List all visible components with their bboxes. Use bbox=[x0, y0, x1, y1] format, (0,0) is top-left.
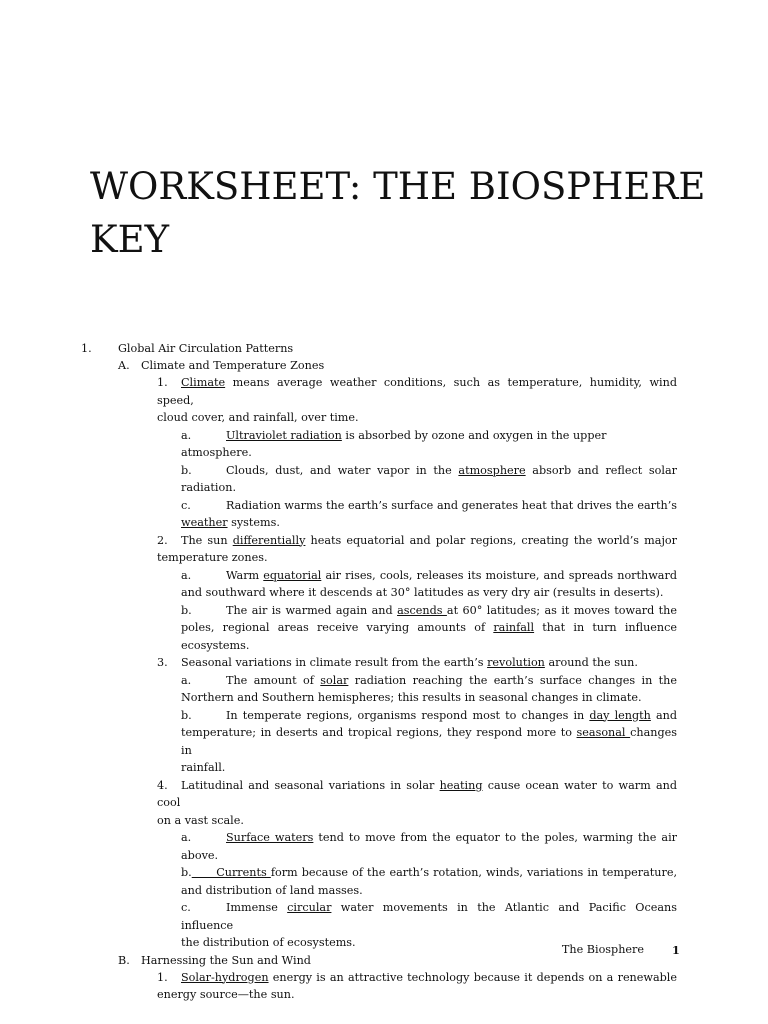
a1a-line-1 bbox=[181, 427, 677, 462]
a3-text-post: around the sun. bbox=[544, 656, 638, 669]
a2b-line2-term: rainfall bbox=[493, 621, 535, 634]
a4c-text-post: water movements in the Atlantic and Pacific Oceans influence bbox=[181, 901, 677, 932]
a2a-label: a. bbox=[181, 568, 192, 582]
a3a-item bbox=[181, 672, 677, 707]
a2b-line-3: ecosystems. bbox=[181, 638, 250, 652]
a3a-line-1 bbox=[181, 672, 677, 690]
subsection-b-label: B. bbox=[118, 953, 130, 967]
a2b-line2-post: that in turn influence bbox=[534, 621, 677, 634]
a1c-line-1 bbox=[181, 497, 677, 515]
a2-line-2: temperature zones. bbox=[157, 551, 268, 564]
a1c-item bbox=[181, 497, 677, 532]
b1-item bbox=[157, 969, 677, 1004]
a3b-text-post: and bbox=[650, 708, 678, 722]
worksheet-body bbox=[0, 340, 768, 1004]
a4b-label: b. bbox=[181, 866, 192, 879]
a4-line-1 bbox=[157, 777, 677, 812]
a4a-term: Surface waters bbox=[226, 831, 314, 844]
a1c-label: c. bbox=[181, 498, 191, 512]
a4a-line-1 bbox=[181, 829, 677, 847]
b1-line-1 bbox=[157, 969, 677, 987]
b1-line-2: energy source—the sun. bbox=[157, 988, 295, 1001]
a4-number: 4. bbox=[157, 778, 168, 792]
a4-term: heating bbox=[439, 778, 483, 792]
a4b-text-post: form because of the earth’s rotation, winds, variations in temperature, bbox=[270, 866, 677, 879]
page-number: 1 bbox=[672, 943, 680, 957]
a2a-line-1 bbox=[181, 567, 677, 585]
a4a-item bbox=[181, 829, 677, 864]
a4-text-pre: Latitudinal and seasonal variations in solar bbox=[181, 778, 440, 792]
a4b-line-2: and distribution of land masses. bbox=[181, 883, 363, 897]
a2b-line-2 bbox=[181, 619, 677, 637]
a1-line-2: cloud cover, and rainfall, over time. bbox=[157, 411, 359, 424]
a1-text: means average weather conditions, such as temperature, humidity, wind speed, bbox=[157, 376, 677, 407]
a3-line-1 bbox=[157, 654, 677, 672]
a1b-label: b. bbox=[181, 463, 192, 477]
subsection-b-title: Harnessing the Sun and Wind bbox=[141, 953, 311, 967]
a2a-text-post: air rises, cools, releases its moisture, and spreads northward bbox=[321, 568, 677, 582]
a2b-label: b. bbox=[181, 603, 192, 617]
a1b-term: atmosphere bbox=[458, 463, 526, 477]
title-line-1: WORKSHEET: THE BIOSPHERE bbox=[90, 165, 706, 208]
a1-item bbox=[157, 374, 677, 427]
subsection-b-heading bbox=[0, 952, 768, 969]
a4c-term: circular bbox=[287, 901, 332, 914]
a1c-text-post: systems. bbox=[227, 516, 280, 529]
a4c-line-2: the distribution of ecosystems. bbox=[181, 936, 356, 949]
section-1-heading bbox=[0, 340, 768, 357]
a1b-line-2: radiation. bbox=[181, 481, 236, 494]
a2a-line-2: and southward where it descends at 30° latitudes as very dry air (results in deserts). bbox=[181, 586, 664, 599]
a4c-label: c. bbox=[181, 901, 191, 914]
subsection-a-label: A. bbox=[118, 359, 130, 372]
a1b-line-1 bbox=[181, 462, 677, 480]
section-1-number: 1. bbox=[81, 342, 92, 355]
a3b-line-2 bbox=[181, 724, 677, 759]
b1-text-post: energy is an attractive technology because it depends on a renewable bbox=[268, 970, 677, 984]
a4a-text-post: tend to move from the equator to the poles, warming the air bbox=[313, 831, 677, 844]
a3a-line-2: Northern and Southern hemispheres; this results in seasonal changes in climate. bbox=[181, 691, 642, 704]
a2-number: 2. bbox=[157, 533, 168, 547]
a2-term: differentially bbox=[232, 533, 306, 547]
a4b-term: Currents bbox=[191, 866, 271, 879]
a2b-item bbox=[181, 602, 677, 655]
a3-number: 3. bbox=[157, 656, 168, 669]
a4c-text-pre: Immense bbox=[226, 901, 288, 914]
a4-item bbox=[157, 777, 677, 830]
subsection-a-title: Climate and Temperature Zones bbox=[141, 359, 325, 372]
a3b-line2-post: changes in bbox=[181, 726, 677, 757]
a3b-line2-pre: temperature; in deserts and tropical regions, they respond more to bbox=[181, 726, 577, 739]
a2-text-post: heats equatorial and polar regions, creating the world’s major bbox=[305, 533, 677, 547]
a3-term: revolution bbox=[487, 656, 545, 669]
a3a-text-post: radiation reaching the earth’s surface changes in the bbox=[348, 673, 677, 687]
a2a-text-pre: Warm bbox=[226, 568, 264, 582]
a4b-line-1 bbox=[181, 864, 677, 882]
a3b-label: b. bbox=[181, 708, 192, 722]
a1-line-1 bbox=[157, 374, 677, 409]
a3a-term: solar bbox=[320, 673, 349, 687]
a4c-line-1 bbox=[181, 899, 677, 934]
section-1-title: Global Air Circulation Patterns bbox=[118, 342, 294, 355]
a4-line-2: on a vast scale. bbox=[157, 813, 244, 827]
b1-term: Solar-hydrogen bbox=[181, 970, 269, 984]
a2-line-1 bbox=[157, 532, 677, 550]
a3-item bbox=[157, 654, 677, 672]
a1c-term: weather bbox=[181, 516, 228, 529]
a1c-text: Radiation warms the earth’s surface and generates heat that drives the earth’s bbox=[226, 498, 677, 512]
a1-term: Climate bbox=[181, 376, 226, 389]
a3a-text-pre: The amount of bbox=[226, 673, 321, 687]
title-line-2: KEY bbox=[90, 218, 170, 261]
subsection-a-heading bbox=[0, 357, 768, 374]
b1-number: 1. bbox=[157, 970, 168, 984]
a3a-label: a. bbox=[181, 673, 192, 687]
a3b-text-pre: In temperate regions, organisms respond most to changes in bbox=[226, 708, 590, 722]
a4b-item bbox=[181, 864, 677, 899]
a1a-text: is absorbed by ozone and oxygen in the upper atmosphere. bbox=[181, 428, 607, 459]
a2b-text-pre: The air is warmed again and bbox=[226, 603, 398, 617]
a1a-label: a. bbox=[181, 428, 192, 442]
a1b-text-post: absorb and reflect solar bbox=[525, 463, 677, 477]
a1-number: 1. bbox=[157, 376, 168, 389]
a2b-text-post: at 60° latitudes; as it moves toward the bbox=[446, 603, 677, 617]
a2a-item bbox=[181, 567, 677, 602]
a3b-line-1 bbox=[181, 707, 677, 725]
a3b-line-3: rainfall. bbox=[181, 761, 226, 774]
a1b-text-pre: Clouds, dust, and water vapor in the bbox=[226, 463, 459, 477]
a4a-line-2: above. bbox=[181, 848, 219, 862]
a2b-term: ascends bbox=[397, 603, 447, 617]
a1a-term: Ultraviolet radiation bbox=[226, 428, 342, 442]
a2b-line-1 bbox=[181, 602, 677, 620]
a2a-term: equatorial bbox=[263, 568, 322, 582]
a2-text-pre: The sun bbox=[181, 533, 233, 547]
a3b-line2-term: seasonal bbox=[576, 726, 631, 739]
footer-title: The Biosphere bbox=[561, 943, 644, 956]
a3b-item bbox=[181, 707, 677, 777]
a1b-item bbox=[181, 462, 677, 497]
a4-text-post: cause ocean water to warm and cool bbox=[157, 778, 677, 809]
a4a-label: a. bbox=[181, 831, 192, 844]
a2-item bbox=[157, 532, 677, 567]
a3-text-pre: Seasonal variations in climate result from the earth’s bbox=[181, 656, 488, 669]
a1a-item bbox=[181, 427, 677, 462]
page-title bbox=[90, 160, 705, 266]
a1c-line-2 bbox=[181, 514, 677, 532]
a3b-term: day length bbox=[589, 708, 651, 722]
a2b-line2-pre: poles, regional areas receive varying amounts of bbox=[181, 621, 494, 634]
